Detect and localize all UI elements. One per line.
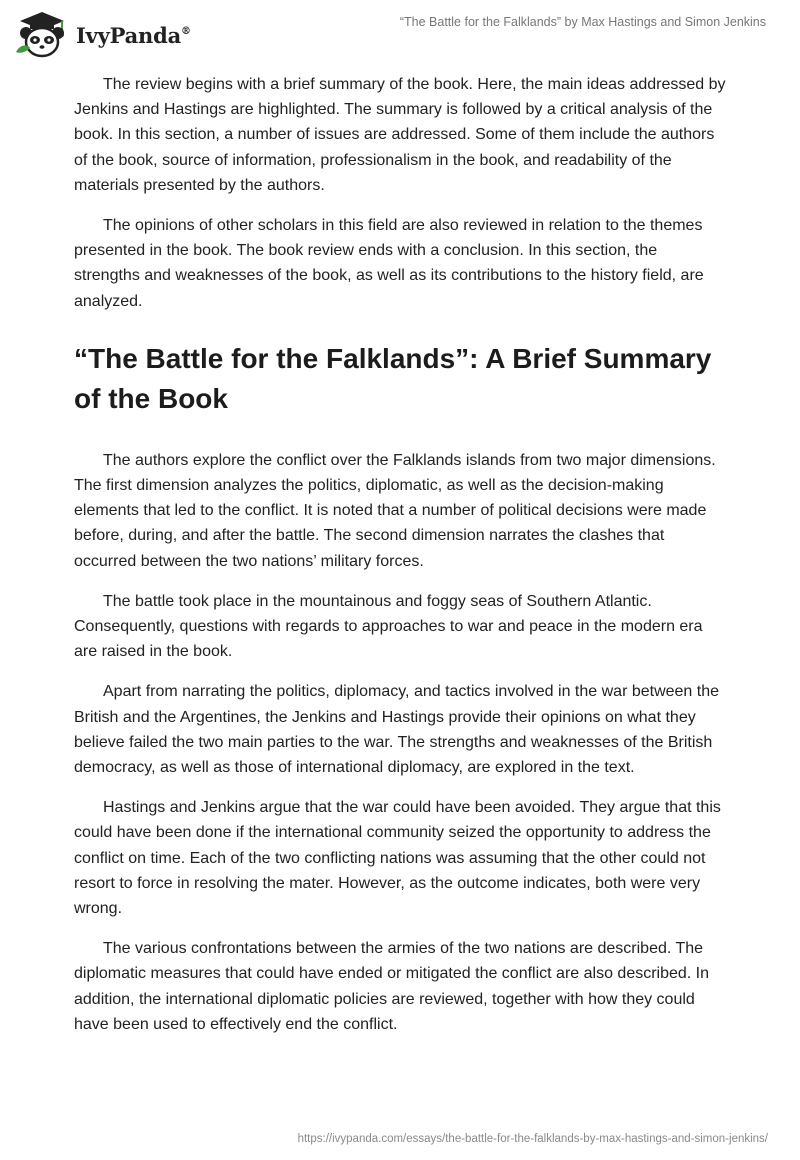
source-url-link[interactable]: https://ivypanda.com/essays/the-battle-for-the-falklands-by-max-hastings-and-simon-jenkins/: [297, 1133, 768, 1145]
logo-wordmark: [76, 23, 191, 48]
summary-paragraph-4: Hastings and Jenkins argue that the war could have been avoided. They argue that this could have been done if the international community seized the opportunity to address the conflict on time. Each of the two conflicting nations was assuming that the other could not resort to force in resolving the mater. However, as the outcome indicates, both were very wrong.: [74, 799, 721, 918]
document-title: “The Battle for the Falklands” by Max Hastings and Simon Jenkins: [399, 15, 766, 29]
page-header: [0, 0, 800, 70]
section-heading: “The Battle for the Falklands”: A Brief Summary of the Book: [74, 342, 712, 414]
summary-paragraph-2: The battle took place in the mountainous and foggy seas of Southern Atlantic. Consequently, questions with regards to approaches to war and peace in the modern era are raised in the book.: [74, 592, 703, 661]
panda-graduate-icon: [14, 10, 70, 58]
summary-paragraph-5: The various confrontations between the armies of the two nations are described. The diplomatic measures that could have ended or mitigated the conflict are also described. In addition, the international diplomatic policies are reviewed, together with how they could have been used to effectively end the conflict.: [74, 940, 710, 1033]
intro-paragraph-2: The opinions of other scholars in this field are also reviewed in relation to the themes presented in the book. The book review ends with a conclusion. In this section, the strengths and weaknesses of the book, as well as its contributions to the history field, are analyzed.: [74, 217, 704, 310]
ivypanda-logo[interactable]: [14, 10, 191, 58]
registered-mark: ®: [181, 25, 191, 37]
summary-paragraph-3: Apart from narrating the politics, diplomacy, and tactics involved in the war between the British and the Argentines, the Jenkins and Hastings provide their opinions on what they believe failed the two main parties to the war. The strengths and weaknesses of the British democracy, as well as those of international diplomacy, are explored in the text.: [74, 683, 720, 777]
logo-text: IvyPanda: [76, 22, 182, 48]
summary-paragraph-1: The authors explore the conflict over the Falklands islands from two major dimensions. The first dimension analyzes the politics, diplomatic, as well as the decision-making elements that led to the conflict. It is noted that a number of political decisions were made before, during, and after the battle. The second dimension narrates the clashes that occurred between the two nations’ military forces.: [74, 451, 716, 570]
intro-paragraph-1: The review begins with a brief summary of the book. Here, the main ideas addressed by Jenkins and Hastings are highlighted. The summary is followed by a critical analysis of the book. In this section, a number of issues are addressed. Some of them include the authors of the book, source of information, professionalism in the book, and readability of the materials presented by the authors.: [74, 76, 726, 194]
essay-body: [74, 72, 726, 1052]
